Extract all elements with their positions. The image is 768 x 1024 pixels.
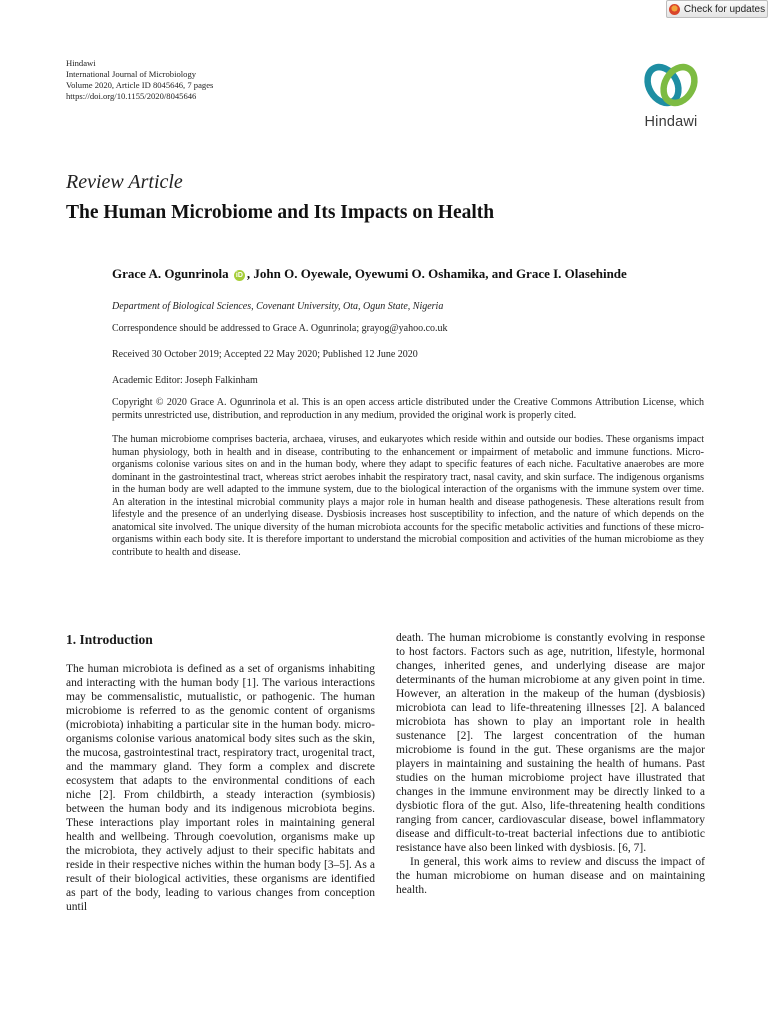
check-for-updates-label: Check for updates	[683, 3, 766, 15]
hindawi-wordmark: Hindawi	[644, 114, 698, 130]
first-author[interactable]: Grace A. Ogunrinola	[112, 266, 229, 281]
article-title: The Human Microbiome and Its Impacts on Health	[66, 202, 495, 223]
left-column	[66, 631, 375, 914]
publisher-name: Hindawi	[66, 58, 96, 68]
correspondence: Correspondence should be addressed to Grace A. Ogunrinola; grayog@yahoo.co.uk	[112, 323, 448, 334]
intro-paragraph-2: death. The human microbiome is constantly evolving in response to host factors. Factors such as age, nutrition, lifestyle, hormonal changes, inherited genes, and underlying disease are major determinants of the human microbiome at any given point in time. However, an alteration in the makeup of the human (dysbiosis) microbiota can lead to life-threatening illnesses [2]. A balanced microbiota has shown to play an important role in health sustenance [2]. The largest concentration of the human microbiome is found in the gut. These organisms are the major players in maintaining and sustaining the health of humans. Past studies on the human microbiome project have illustrated that changes in the immune environment may be directly linked to a dysbiotic flora of the gut. Also, life-threatening health conditions ranging from cancer, cardiovascular disease, bowel inflammatory disease and difficult-to-treat bacterial infections due to antibiotic resistance have also been linked with dysbiosis. [6, 7].	[396, 632, 705, 854]
right-column	[396, 631, 705, 897]
check-for-updates-button[interactable]	[666, 0, 768, 18]
journal-meta	[66, 58, 213, 102]
affiliation: Department of Biological Sciences, Covenant University, Ota, Ogun State, Nigeria	[112, 301, 444, 312]
copyright-notice: Copyright © 2020 Grace A. Ogunrinola et al. This is an open access article distributed under the Creative Commons Attribution License, which permits unrestricted use, distribution, and reproduction in any medium, provided the original work is properly cited.	[112, 397, 704, 421]
publication-dates: Received 30 October 2019; Accepted 22 May 2020; Published 12 June 2020	[112, 349, 418, 360]
hindawi-rings-icon	[642, 60, 700, 110]
hindawi-logo	[636, 60, 706, 140]
doi-link[interactable]: https://doi.org/10.1155/2020/8045646	[66, 91, 197, 101]
journal-name: International Journal of Microbiology	[66, 69, 197, 79]
author-list	[112, 266, 627, 282]
orcid-icon[interactable]: iD	[235, 272, 243, 279]
intro-paragraph-3: In general, this work aims to review and discuss the impact of the human microbiome on human disease and on maintaining health.	[396, 856, 705, 896]
volume-info: Volume 2020, Article ID 8045646, 7 pages	[66, 80, 214, 90]
article-type: Review Article	[66, 171, 183, 193]
abstract: The human microbiome comprises bacteria, archaea, viruses, and eukaryotes which reside within and outside our bodies. These organisms impact human physiology, both in health and in disease, contributing to the enhancement or impairment of metabolic and immune functions. Micro-organisms colonise various sites on and in the human body, where they adapt to specific features of each niche. Facultative anaerobes are more dominant in the gastrointestinal tract, whereas strict aerobes inhabit the respiratory tract, nasal cavity, and skin surface. The indigenous organisms in the human body are well adapted to the immune system, due to the biological interaction of the organisms with the immune system over time. An alteration in the intestinal microbial community plays a major role in human health and disease pathogenesis. These alterations result from lifestyle and the presence of an underlying disease. Dysbiosis increases host susceptibility to infection, and the nature of which depends on the anatomical site involved. The unique diversity of the human microbiota accounts for the specific metabolic activities and functions of these micro-organisms within each body site. It is therefore important to understand the microbial composition and activities of the human microbiome as they contribute to health and disease.	[112, 434, 704, 558]
intro-paragraph-1: The human microbiota is defined as a set of organisms inhabiting and interacting with the human body [1]. The various interactions may be commensalistic, mutualistic, or pathogenic. The human microbiome is referred to as the genomic content of organisms (microbiota) inhabiting a particular site in the human body. micro-organisms colonise various anatomical body sites such as the skin, the mucosa, gastrointestinal tract, respiratory tract, urogenital tract, and the mammary gland. They form a complex and discrete ecosystem that adapts to the environmental conditions of each niche [2]. From childbirth, a steady interaction (symbiosis) between the human body and its indigenous microbiota begins. These interactions play important roles in maintaining general health and wellbeing. Through coevolution, organisms make up the microbiota, they actively adjust to their specific habitats and reside in their respective niches within the human body [3–5]. As a result of their biological activities, these organisms are identified as part of the body, leading to various changes from conception until	[66, 663, 375, 913]
section-heading-introduction: 1. Introduction	[66, 632, 153, 647]
crossmark-icon	[669, 4, 680, 15]
other-authors: , John O. Oyewale, Oyewumi O. Oshamika, and Grace I. Olasehinde	[246, 266, 627, 281]
academic-editor: Academic Editor: Joseph Falkinham	[112, 375, 258, 386]
